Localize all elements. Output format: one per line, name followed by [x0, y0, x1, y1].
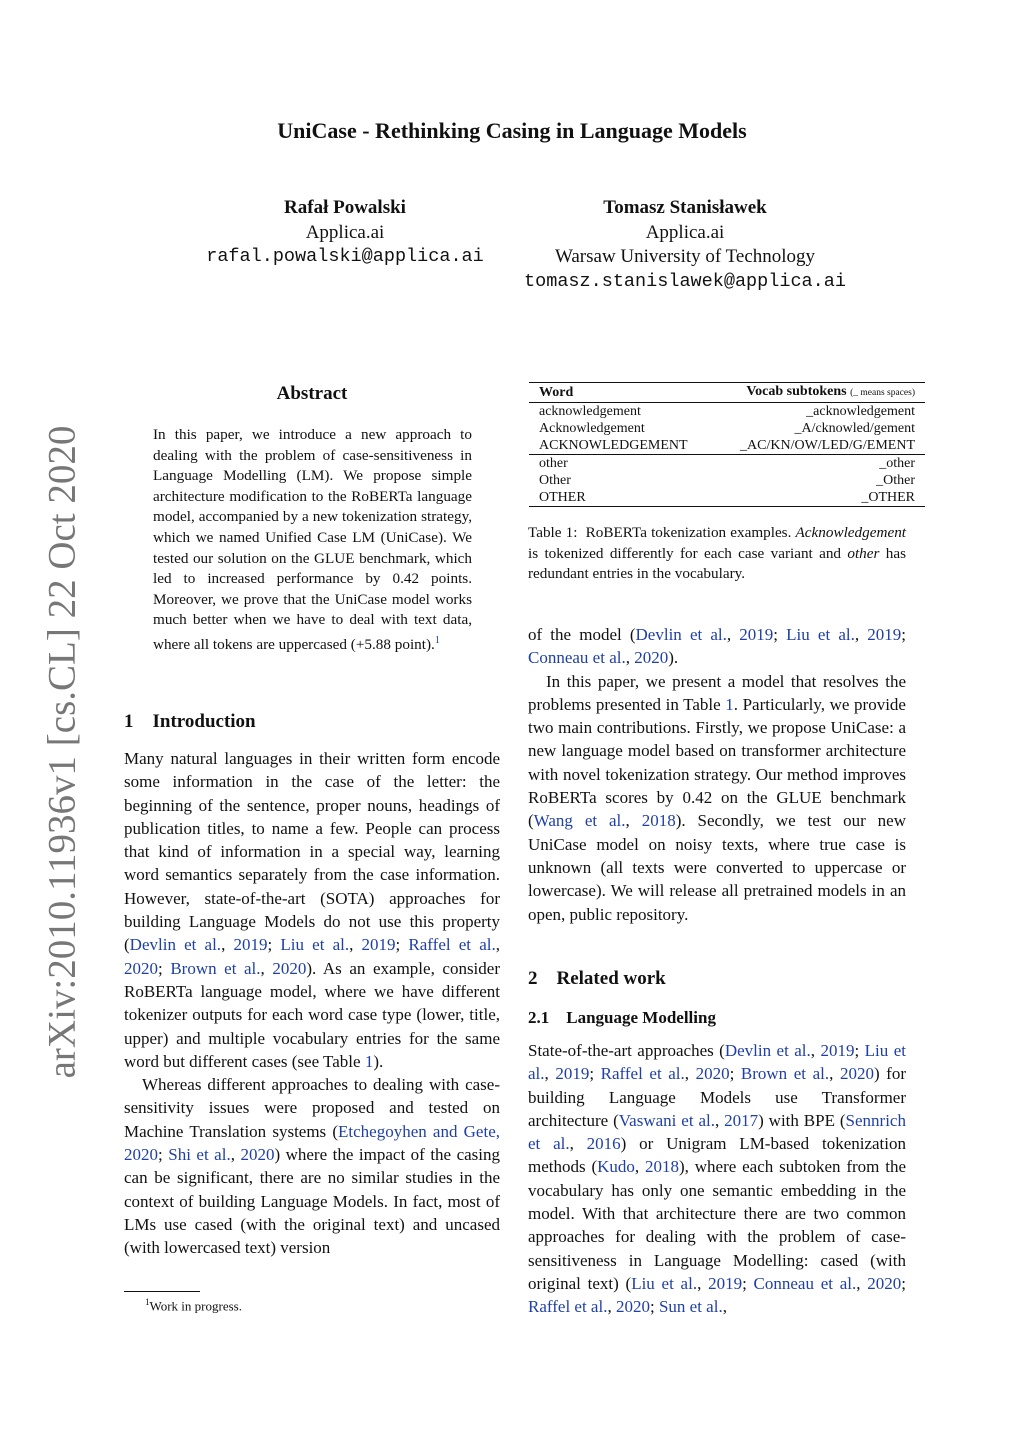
cell-tokens: _Other	[876, 473, 915, 488]
citation-link[interactable]: Conneau et al.	[528, 648, 626, 668]
author-block-1	[190, 196, 500, 270]
text-run: Many natural languages in their written form encode some information in the case of the letter: the beginning of the sentence, proper nouns, headings of publication titles, to name a few. People can process that kind of information in a special way, learning word semantics separately from the case information. However, state-of-the-art (SOTA) approaches for building Language Models do not use this property (	[124, 749, 500, 955]
text-run: ) for building Language Models use Transformer architecture (	[528, 1064, 906, 1130]
citation-link[interactable]: Conneau et al.	[753, 1273, 857, 1293]
vocab-table	[529, 382, 925, 507]
citation-link[interactable]: 2019	[820, 1041, 855, 1060]
citation-link[interactable]: Sun et al.	[658, 1297, 723, 1317]
text-run: ). Secondly, we test our new UniCase model on noisy texts, where true case is unknown (all texts were converted to uppercase or lowercase). We will release all pretrained models in an open, public repository.	[528, 811, 906, 924]
table-header-word: Word	[529, 383, 713, 403]
citation-link[interactable]: 2020	[272, 958, 307, 978]
citation-link[interactable]: 2020	[124, 1145, 158, 1165]
citation-link[interactable]: 2020	[615, 1297, 650, 1317]
abstract-text	[153, 425, 472, 656]
subsection-number: 2.1	[528, 1008, 550, 1027]
cell-tokens: _OTHER	[713, 489, 925, 507]
paragraph: State-of-the-art approaches (Devlin et al., 2019; Liu et al., 2019; Raffel et al., 2020; Brown et al., 2020) for building Language Models use Transformer architecture (Vaswani et al., 2017) with BPE (Sennrich et al., 2016) or Unigram LM-based tokenization methods (Kudo, 2018), where each subtoken from the vocabulary has only one semantic embedding in the model. With that architecture there are two common approaches for dealing with the problem of case-sensitiveness in Language Modelling: cased (with original text) (Liu et al., 2019; Conneau et al., 2020; Raffel et al., 2020; Sun et al.,	[528, 1041, 907, 1317]
table-header-vocab	[713, 383, 925, 403]
citation-link[interactable]: Wang et al.	[533, 811, 626, 831]
paragraph: Many natural languages in their written form encode some information in the case of the letter: the beginning of the sentence, proper nouns, headings of publication titles, to name a few. People can process that kind of information in a special way, learning word semantics separately from the case information. However, state-of-the-art (SOTA) approaches for building Language Models do not use this property (Devlin et al., 2019; Liu et al., 2019; Raffel et al., 2020; Brown et al., 2020). As an example, consider RoBERTa language model, where we have different tokenizer outputs for each word case type (lower, title, upper) and multiple vocabulary entries for the same word but different cases (see Table 1).	[124, 749, 500, 1071]
caption-italic: other	[847, 544, 880, 562]
cell-word: other	[539, 456, 568, 471]
author-name: Tomasz Stanisławek	[603, 197, 767, 218]
footnote-mark: 1	[145, 1297, 150, 1307]
section-number: 1	[124, 711, 134, 732]
cell-tokens: _AC/KN/OW/LED/G/EMENT	[713, 437, 925, 455]
table-header-row	[529, 383, 925, 403]
table-row	[529, 489, 925, 507]
header-vocab-label: Vocab subtokens	[746, 384, 847, 399]
text-run: ).	[668, 648, 679, 668]
right-column-top	[528, 623, 906, 926]
cell-tokens: _other	[879, 456, 915, 471]
citation-link[interactable]: 2020	[839, 1064, 874, 1084]
table-ref-link[interactable]: 1	[725, 694, 734, 714]
table-row	[529, 472, 925, 489]
author-affiliation-2: Warsaw University of Technology	[554, 246, 816, 267]
table-ref-link[interactable]: 1	[364, 1051, 374, 1071]
abstract-body: In this paper, we introduce a new approach to dealing with the problem of case-sensitiveness in Language Modelling (LM). We propose simple architecture modification to the RoBERTa language model, accompanied by a new tokenization strategy, which we named Unified Case LM (UniCase). We tested our solution on the GLUE benchmark, which led to increased performance by 0.42 points. Moreover, we prove that the UniCase model works much better when we have to deal with text data, where all tokens are uppercased (+5.88 point).	[153, 426, 472, 653]
section-heading-related-work	[528, 968, 906, 990]
author-block-2	[500, 196, 870, 294]
cell-tokens: _A/cknowled/gement	[794, 421, 915, 436]
citation-link[interactable]: 2020	[634, 648, 669, 668]
citation-link[interactable]: 2020	[695, 1064, 730, 1084]
citation-link[interactable]: Sennrich et al.	[528, 1110, 906, 1154]
table-row	[529, 455, 925, 473]
cell-word: Acknowledgement	[539, 421, 645, 436]
citation-link[interactable]: Kudo	[597, 1157, 635, 1177]
cell-word: Other	[539, 473, 571, 488]
table-caption	[528, 523, 906, 585]
text-run: In this paper, we present a model that resolves the problems presented in Table	[528, 671, 906, 714]
paragraph: In this paper, we present a model that resolves the problems presented in Table 1. Particularly, we provide two main contributions. Firstly, we propose UniCase: a new language model based on transformer architecture with novel tokenization strategy. Our method improves RoBERTa scores by 0.42 on the GLUE benchmark (Wang et al., 2018). Secondly, we test our new UniCase model on noisy texts, where true case is unknown (all texts were converted to uppercase or lowercase). We will release all pretrained models in an open, public repository.	[528, 671, 906, 924]
citation-link[interactable]: Raffel et al.	[408, 935, 496, 955]
text-run: State-of-the-art approaches (	[528, 1041, 725, 1060]
citation-link[interactable]: Liu et al.	[528, 1041, 906, 1084]
author-affiliation: Applica.ai	[305, 221, 385, 243]
citation-link[interactable]: Devlin et al.	[635, 625, 727, 644]
citation-link[interactable]: Devlin et al.	[724, 1041, 811, 1060]
intro-section	[124, 711, 500, 1260]
text-run: of the model (	[528, 625, 636, 644]
subsection-heading-language-modelling	[528, 1008, 906, 1028]
citation-link[interactable]: 2019	[555, 1064, 590, 1084]
subsection-title: Language Modelling	[566, 1008, 716, 1027]
citation-link[interactable]: 2019	[361, 935, 396, 955]
related-work-body	[528, 1039, 906, 1319]
header-vocab-note: (_ means spaces)	[850, 388, 915, 398]
table-row	[529, 420, 925, 437]
citation-link[interactable]: Raffel et al.	[600, 1064, 685, 1084]
text-run: ,	[722, 1297, 727, 1317]
arxiv-stamp: arXiv:2010.11936v1 [cs.CL] 22 Oct 2020	[40, 425, 84, 1079]
section-title: Introduction	[152, 711, 256, 732]
footnote-mark[interactable]: 1	[434, 634, 440, 646]
citation-link[interactable]: 2020	[124, 958, 158, 978]
citation-link[interactable]: Shi et al.	[168, 1145, 231, 1165]
caption-text: has redundant entries in the vocabulary.	[528, 544, 906, 583]
paragraph: of the model (Devlin et al., 2019; Liu et al., 2019; Conneau et al., 2020).	[528, 625, 907, 668]
text-run: ), where each subtoken from the vocabulary has only one semantic embedding in the model. With that architecture there are two common approaches for dealing with the problem of case-sensitiveness in Language Modelling: cased (with original text) (	[528, 1157, 906, 1293]
citation-link[interactable]: 2017	[724, 1110, 759, 1130]
citation-link[interactable]: 2019	[233, 935, 268, 955]
citation-link[interactable]: 2019	[867, 625, 902, 644]
section-number: 2	[528, 968, 538, 989]
table-row	[529, 437, 925, 455]
citation-link[interactable]: 2020	[867, 1273, 902, 1293]
citation-link[interactable]: Raffel et al.	[528, 1297, 608, 1317]
citation-link[interactable]: Liu et al.	[631, 1273, 698, 1293]
text-run: ).	[373, 1051, 384, 1071]
citation-link[interactable]: Liu et al.	[280, 935, 350, 955]
footnote	[145, 1297, 242, 1314]
caption-text: RoBERTa tokenization examples.	[585, 524, 796, 541]
abstract-heading: Abstract	[276, 383, 348, 404]
text-run: Whereas different approaches to dealing with case-sensitivity issues were proposed and tested on Machine Translation systems (	[124, 1075, 500, 1141]
citation-link[interactable]: Vaswani et al.	[618, 1110, 715, 1130]
author-email: tomasz.stanislawek@applica.ai	[524, 270, 846, 292]
cell-word: ACKNOWLEDGEMENT	[529, 437, 713, 455]
section-heading-introduction	[124, 711, 500, 733]
citation-link[interactable]: 2020	[240, 1145, 275, 1165]
cell-tokens: _acknowledgement	[806, 404, 915, 419]
footnote-divider	[124, 1291, 200, 1292]
citation-link[interactable]: 2018	[645, 1157, 679, 1177]
caption-label: Table 1:	[528, 524, 578, 541]
author-email: rafal.powalski@applica.ai	[206, 246, 484, 267]
cell-word: acknowledgement	[539, 404, 641, 419]
text-run: ) or Unigram LM-based tokenization methods (	[528, 1134, 907, 1177]
cell-word: OTHER	[529, 489, 713, 507]
section-title: Related work	[556, 968, 666, 989]
citation-link[interactable]: 2019	[739, 625, 774, 644]
table-row	[529, 403, 925, 421]
citation-link[interactable]: 2018	[641, 811, 676, 831]
citation-link[interactable]: Devlin et al.	[129, 935, 222, 955]
footnote-text: Work in progress.	[149, 1298, 242, 1314]
caption-italic: Acknowledgement	[795, 524, 907, 541]
citation-link[interactable]: Brown et al.	[170, 958, 261, 978]
citation-link[interactable]: 2016	[586, 1134, 621, 1154]
text-run: ). As an example, consider RoBERTa language model, where we have different tokenizer outputs for each word case type (lower, title, upper) and multiple vocabulary entries for the same word but different cases (see Table	[124, 958, 500, 1071]
text-run: . Particularly, we provide two main contributions. Firstly, we propose UniCase: a new language model based on transformer architecture with novel tokenization strategy. Our method improves RoBERTa scores by 0.42 on the GLUE benchmark (	[528, 694, 906, 831]
paper-title: UniCase - Rethinking Casing in Language Models	[277, 118, 747, 143]
caption-text: is tokenized differently for each case variant and	[528, 544, 848, 562]
author-name: Rafał Powalski	[284, 197, 406, 218]
intro-body	[124, 747, 500, 1260]
citation-link[interactable]: 2019	[708, 1273, 743, 1293]
citation-link[interactable]: Liu et al.	[786, 625, 855, 644]
text-run: ) with BPE (	[758, 1110, 846, 1130]
text-run: ) where the impact of the casing can be significant, there are no similar studies in the context of building Language Models. In fact, most of LMs use cased (with the original text) and uncased (with lowercased text) version	[124, 1145, 501, 1258]
citation-link[interactable]: Etchegoyhen and Gete	[338, 1121, 496, 1141]
citation-link[interactable]: Brown et al.	[740, 1064, 830, 1084]
author-affiliation: Applica.ai	[645, 221, 725, 243]
paragraph: Whereas different approaches to dealing with case-sensitivity issues were proposed and tested on Machine Translation systems (Etchegoyhen and Gete, 2020; Shi et al., 2020) where the impact of the casing can be significant, there are no similar studies in the context of building Language Models. In fact, most of LMs use cased (with the original text) and uncased (with lowercased text) version	[124, 1075, 501, 1258]
